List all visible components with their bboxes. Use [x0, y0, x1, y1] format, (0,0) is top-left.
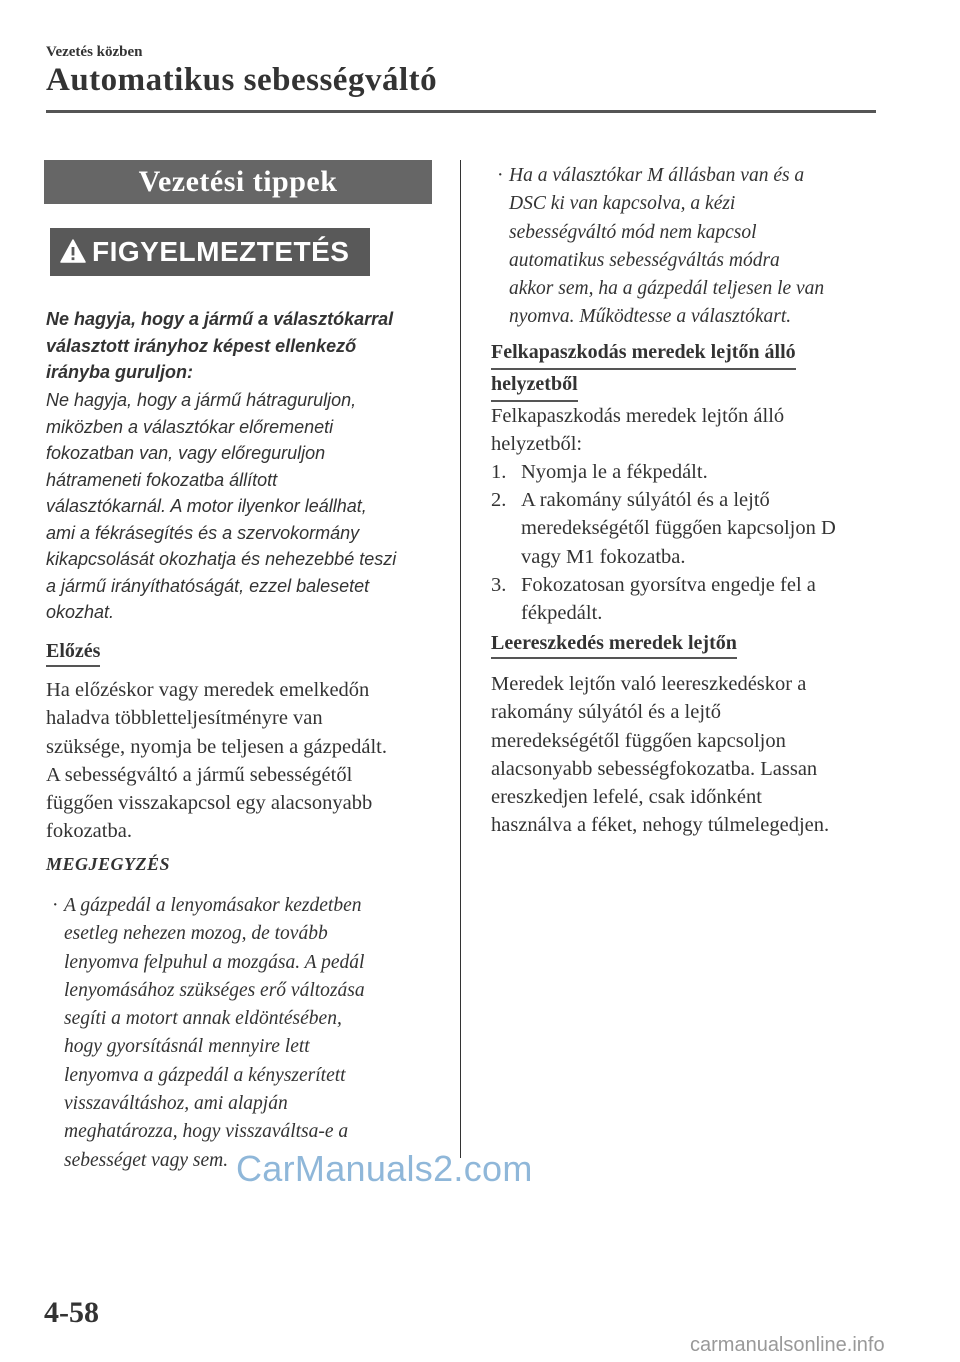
column-divider: [460, 160, 461, 1158]
warning-body-line: Ne hagyja, hogy a jármű hátraguruljon,: [46, 390, 357, 410]
note-line: visszaváltáshoz, ami alapján: [64, 1093, 288, 1115]
overtaking-heading-text: Előzés: [46, 640, 100, 667]
overtaking-line: fokozatba.: [46, 820, 132, 843]
step-2: [491, 486, 891, 571]
note-item-2: [497, 162, 889, 332]
step-line: meredekségétől függően kapcsoljon D: [521, 517, 836, 540]
overtaking-line: Ha előzéskor vagy meredek emelkedőn: [46, 679, 370, 701]
descent-heading-text: Leereszkedés meredek lejtőn: [491, 632, 737, 659]
note-line: Ha a választókar M állásban van és a: [509, 165, 805, 186]
step-line: Nyomja le a fékpedált.: [521, 461, 708, 483]
overtaking-line: függően visszakapcsol egy alacsonyabb: [46, 792, 373, 815]
warning-body: [46, 387, 446, 626]
descent-line: rakomány súlyától és a lejtő: [491, 701, 721, 724]
header-divider: [46, 110, 876, 113]
bullet-dot-icon: ·: [52, 895, 59, 916]
note-line: segíti a motort annak eldöntésében,: [64, 1008, 342, 1030]
warning-body-line: ami a fékrásegítés és a szervokormány: [46, 522, 360, 543]
warning-title-line: irányba guruljon:: [46, 362, 194, 382]
descent-body: [491, 670, 891, 840]
descent-line: alacsonyabb sebességfokozatba. Lassan: [491, 757, 818, 780]
hill-start-intro: [491, 402, 891, 459]
descent-line: meredekségétől függően kapcsoljon: [491, 729, 786, 752]
hill-start-heading-line: helyzetből: [491, 370, 578, 402]
note-line: DSC ki van kapcsolva, a kézi: [509, 193, 736, 215]
warning-title: [46, 306, 436, 386]
note-item-1: [52, 892, 444, 1175]
note-line: sebességet vagy sem.: [64, 1149, 229, 1171]
step-number: 3.: [491, 574, 507, 596]
descent-line: használva a féket, nehogy túlmelegedjen.: [491, 814, 830, 837]
overtaking-heading: [46, 640, 100, 667]
descent-line: Meredek lejtőn való leereszkedéskor a: [491, 673, 807, 695]
overtaking-line: szüksége, nyomja be teljesen a gázpedált.: [46, 735, 387, 758]
step-line: Fokozatosan gyorsítva engedje fel a: [521, 574, 816, 596]
step-text: [521, 458, 881, 486]
step-text: [521, 486, 881, 571]
footer-site-watermark: carmanualsonline.info: [690, 1334, 885, 1356]
warning-body-line: választókarnál. A motor ilyenkor leállhat,: [46, 496, 367, 516]
warning-label: FIGYELMEZTETÉS: [92, 236, 350, 267]
hill-start-heading: [491, 338, 796, 402]
warning-body-line: a jármű irányíthatóságát, ezzel balesetet: [46, 575, 370, 596]
step-line: vagy M1 fokozatba.: [521, 545, 686, 568]
chapter-title: Automatikus sebességváltó: [46, 62, 438, 98]
overtaking-body: [46, 676, 446, 846]
descent-heading: [491, 632, 737, 659]
note-line: hogy gyorsításnál mennyire lett: [64, 1036, 310, 1058]
step-1: [491, 458, 891, 486]
note-line: meghatározza, hogy visszaváltsa-e a: [64, 1121, 349, 1143]
note-line: akkor sem, ha a gázpedál teljesen le van: [509, 278, 825, 300]
warning-title-line: Ne hagyja, hogy a jármű a választókarral: [46, 309, 394, 329]
note-heading: MEGJEGYZÉS: [46, 854, 171, 874]
descent-line: ereszkedjen lefelé, csak időnként: [491, 786, 762, 809]
note-line: sebességváltó mód nem kapcsol: [509, 221, 757, 243]
warning-triangle-icon: [60, 238, 86, 264]
hill-start-intro-line: Felkapaszkodás meredek lejtőn álló: [491, 405, 785, 427]
note-line: lenyomva a gázpedál a kényszerített: [64, 1064, 346, 1086]
step-number: 2.: [491, 489, 507, 511]
overtaking-line: A sebességváltó a jármű sebességétől: [46, 763, 353, 786]
overtaking-line: haladva többletteljesítményre van: [46, 707, 323, 730]
note-line: lenyomva felpuhul a mozgása. A pedál: [64, 951, 365, 973]
breadcrumb: Vezetés közben: [46, 44, 143, 60]
step-text: [521, 571, 881, 628]
warning-banner: [50, 228, 370, 276]
warning-title-line: választott irányhoz képest ellenkező: [46, 335, 357, 356]
note-line: esetleg nehezen mozog, de tovább: [64, 923, 328, 945]
watermark: CarManuals2.com: [236, 1148, 533, 1189]
warning-body-line: hátrameneti fokozatba állított: [46, 469, 278, 490]
hill-start-heading-line: Felkapaszkodás meredek lejtőn álló: [491, 338, 796, 370]
warning-body-line: okozhat.: [46, 602, 115, 622]
step-3: [491, 571, 891, 628]
warning-body-line: kikapcsolását okozhatja és nehezebbé teszi: [46, 549, 397, 569]
step-line: A rakomány súlyától és a lejtő: [521, 489, 770, 511]
note-line: nyomva. Működtesse a választókart.: [509, 306, 792, 328]
page-number: 4-58: [44, 1296, 99, 1329]
warning-body-line: fokozatban van, vagy előreguruljon: [46, 443, 326, 463]
hill-start-intro-line: helyzetből:: [491, 433, 583, 456]
note-line: automatikus sebességváltás módra: [509, 249, 780, 271]
warning-body-line: miközben a választókar előremeneti: [46, 416, 334, 437]
bullet-dot-icon: ·: [497, 165, 504, 186]
step-line: fékpedált.: [521, 602, 603, 625]
section-banner: Vezetési tippek: [44, 160, 432, 204]
note-line: A gázpedál a lenyomásakor kezdetben: [64, 895, 362, 916]
step-number: 1.: [491, 461, 507, 483]
note-line: lenyomásához szükséges erő változása: [64, 979, 365, 1001]
